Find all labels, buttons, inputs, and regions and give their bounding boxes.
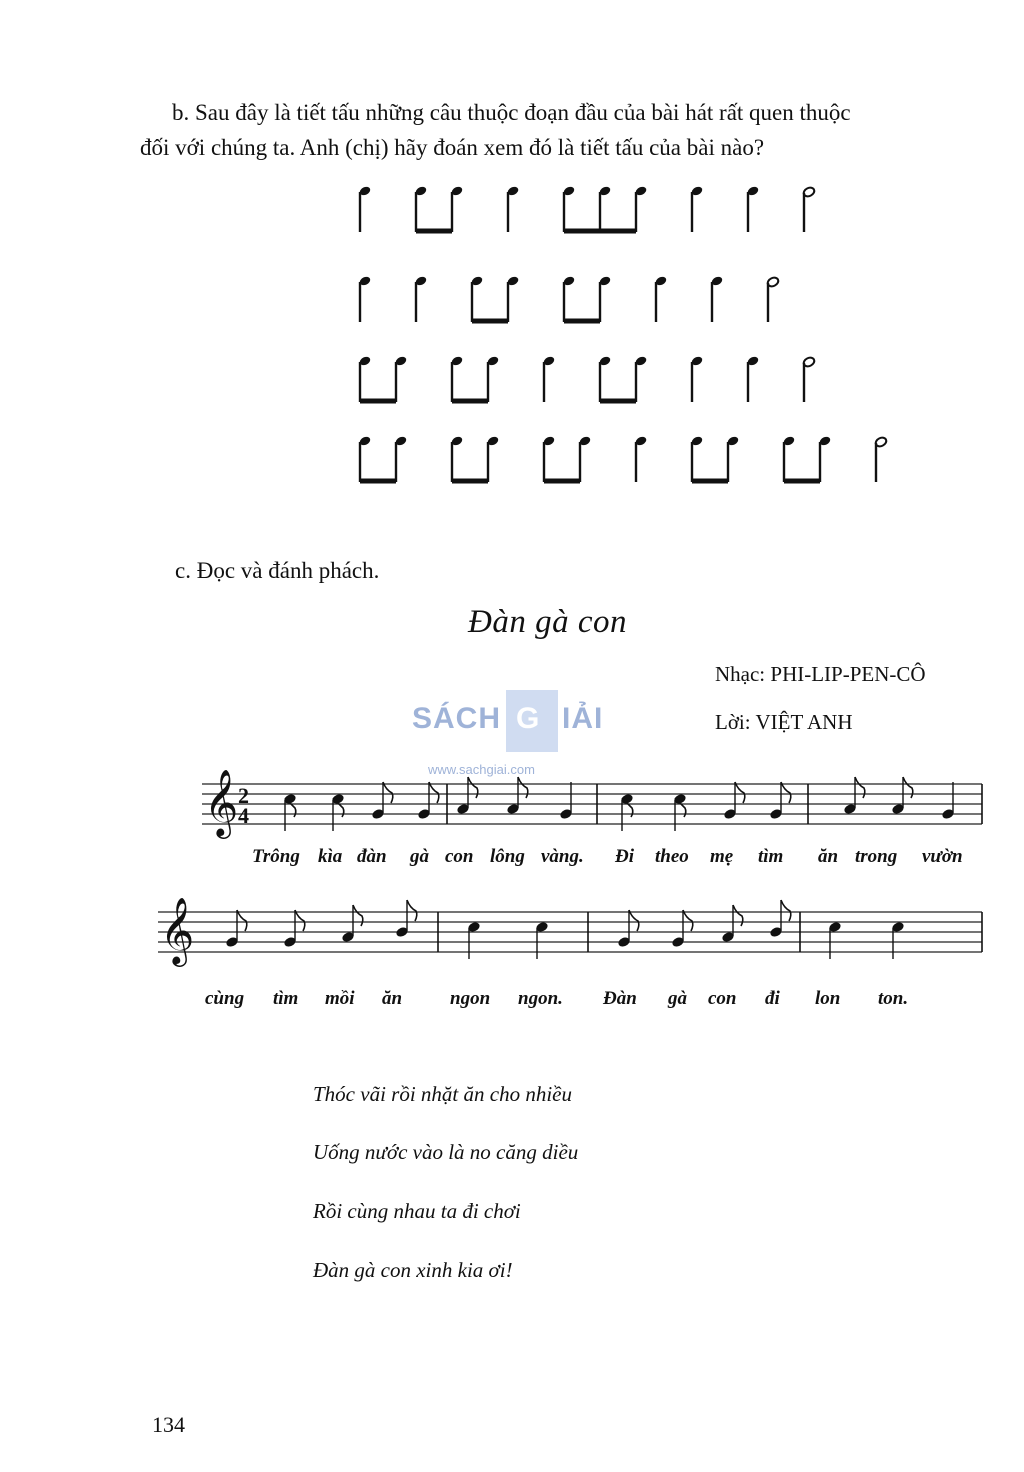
staff-lines — [158, 912, 982, 952]
time-signature — [238, 783, 249, 828]
rhythm-quarter-note — [746, 185, 759, 232]
rhythm-quarter-note — [634, 435, 647, 482]
eighth-note — [673, 793, 687, 831]
verse-line-4: Đàn gà con xinh kia ơi! — [313, 1258, 513, 1282]
lyric-word: trong — [855, 846, 898, 867]
eighth-note — [721, 905, 743, 943]
rhythm-beamed-group — [414, 185, 463, 232]
rhythm-quarter-note — [542, 355, 555, 402]
exercise-b-line2: đối với chúng ta. Anh (chị) hãy đoán xem đó là tiết tấu của bài nào? — [140, 135, 765, 160]
eighth-note — [331, 793, 345, 831]
rhythm-beamed-group — [782, 435, 831, 482]
rhythm-quarter-note — [414, 275, 427, 322]
rhythm-quarter-note — [710, 275, 723, 322]
watermark-mid: G — [516, 702, 540, 735]
eighth-note — [891, 777, 913, 815]
lyric-word: đàn — [357, 846, 387, 867]
lyric-word: đi — [765, 988, 780, 1009]
rhythm-quarter-note — [746, 355, 759, 402]
eighth-note — [456, 777, 478, 815]
lyric-word: kìa — [318, 846, 343, 867]
eighth-note — [283, 793, 297, 831]
rhythm-beamed-group — [562, 275, 611, 322]
lyric-word: con — [708, 988, 737, 1009]
lyric-word: mẹ — [710, 846, 734, 867]
rhythm-beamed-group — [358, 355, 407, 402]
lyric-word: lon — [815, 988, 841, 1009]
watermark-left: SÁCH — [412, 702, 502, 735]
staff-2 — [0, 894, 1024, 994]
lyric-word: vườn — [922, 846, 963, 867]
rhythm-beamed-group — [450, 435, 499, 482]
eighth-note — [506, 777, 528, 815]
verse-line-3: Rồi cùng nhau ta đi chơi — [313, 1199, 521, 1223]
watermark-url: www.sachgiai.com — [428, 762, 535, 777]
lyric-word: gà — [668, 988, 687, 1009]
lyric-word: ngon — [450, 988, 491, 1009]
staff2-lyrics — [0, 988, 1024, 1018]
quarter-note — [535, 921, 549, 959]
rhythm-half-note — [802, 356, 815, 402]
rhythm-beamed-group — [358, 435, 407, 482]
rhythm-beamed-group — [542, 435, 591, 482]
verse-line-1: Thóc vãi rồi nhặt ăn cho nhiều — [313, 1082, 572, 1106]
watermark-right: IẢI — [562, 702, 604, 735]
exercise-b-line1: b. Sau đây là tiết tấu những câu thuộc đoạn đầu của bài hát rất quen thuộc — [172, 100, 851, 125]
lyric-word: mồi — [325, 988, 355, 1009]
rhythm-beamed-group — [690, 435, 739, 482]
staff-1 — [0, 760, 1024, 860]
quarter-note — [559, 782, 573, 820]
rhythm-quarter-note — [358, 275, 371, 322]
quarter-note — [941, 782, 955, 820]
lyric-word: ngon. — [518, 988, 563, 1009]
lyric-word: gà — [410, 846, 429, 867]
page-number: 134 — [152, 1412, 185, 1437]
lyric-word: Đi — [615, 846, 634, 867]
quarter-note — [828, 921, 842, 959]
rhythm-half-note — [766, 276, 779, 322]
rhythm-beamed-group — [470, 275, 519, 322]
treble-clef-icon: 𝄞 — [204, 768, 239, 836]
svg-text:4: 4 — [238, 803, 249, 828]
lyric-word: cùng — [205, 988, 245, 1009]
rhythm-beamed-group — [562, 185, 647, 232]
lyric-word: lông — [490, 846, 525, 867]
rhythm-beamed-group — [450, 355, 499, 402]
svg-text:2: 2 — [238, 783, 249, 808]
rhythm-quarter-note — [690, 355, 703, 402]
rhythm-half-note — [874, 436, 887, 482]
lyric-word: ăn — [382, 988, 403, 1009]
treble-clef-icon: 𝄞 — [160, 896, 195, 964]
rhythm-quarter-note — [654, 275, 667, 322]
lyrics-credit: Lời: VIỆT ANH — [715, 710, 853, 734]
quarter-note — [891, 921, 905, 959]
eighth-note — [843, 777, 865, 815]
rhythm-quarter-note — [506, 185, 519, 232]
rhythm-patterns — [0, 0, 1024, 540]
lyric-word: Đàn — [603, 988, 637, 1009]
music-credit: Nhạc: PHI-LIP-PEN-CÔ — [715, 662, 926, 686]
song-title: Đàn gà con — [468, 604, 627, 640]
rhythm-half-note — [802, 186, 815, 232]
exercise-c-label: c. Đọc và đánh phách. — [175, 558, 380, 583]
lyric-word: theo — [655, 846, 689, 867]
rhythm-quarter-note — [690, 185, 703, 232]
lyric-word: tìm — [273, 988, 299, 1009]
lyric-word: Trông — [252, 846, 300, 867]
rhythm-quarter-note — [358, 185, 371, 232]
quarter-note — [467, 921, 481, 959]
staff1-lyrics — [0, 846, 1024, 876]
lyric-word: ton. — [878, 988, 909, 1009]
lyric-word: tìm — [758, 846, 784, 867]
rhythm-beamed-group — [598, 355, 647, 402]
verse-line-2: Uống nước vào là no căng diều — [313, 1140, 579, 1164]
lyric-word: vàng. — [541, 846, 584, 867]
eighth-note — [341, 905, 363, 943]
eighth-note — [620, 793, 634, 831]
lyric-word: ăn — [818, 846, 839, 867]
lyric-word: con — [445, 846, 474, 867]
